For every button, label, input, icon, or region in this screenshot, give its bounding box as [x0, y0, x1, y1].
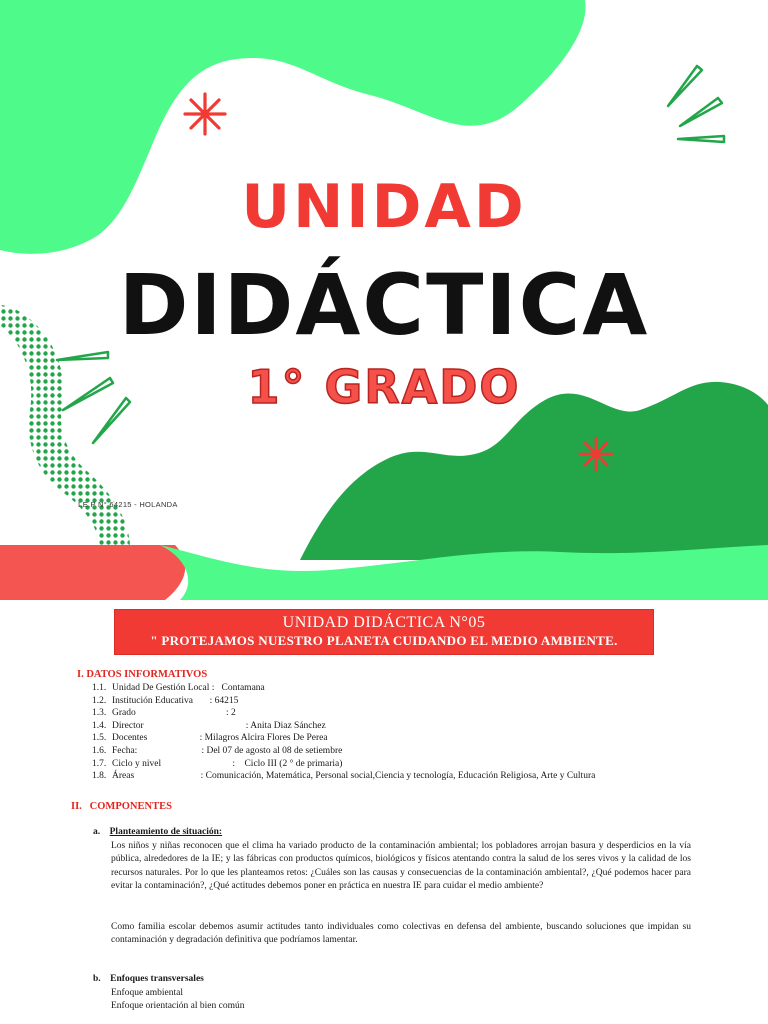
- info-text: Fecha: : Del 07 de agosto al 08 de setiembre: [112, 745, 343, 756]
- info-text: Ciclo y nivel : Ciclo III (2 ° de primaria): [112, 758, 343, 769]
- cover-title-unidad: UNIDAD: [241, 172, 527, 242]
- subheading-enfoques: [93, 974, 204, 984]
- info-num: 1.8.: [92, 771, 107, 782]
- info-row: [92, 732, 732, 745]
- sub-title: Planteamiento de situación:: [109, 827, 223, 837]
- school-tag: I.E.P N° 64215 - HOLANDA: [78, 500, 178, 509]
- sub-title: Enfoques transversales: [110, 974, 204, 984]
- enfoques-list: [111, 987, 244, 1013]
- info-row: [92, 770, 732, 783]
- info-text: Institución Educativa : 64215: [112, 695, 239, 706]
- info-num: 1.3.: [92, 708, 107, 719]
- cover-title-didactica: DIDÁCTICA: [118, 256, 650, 354]
- info-row: [92, 758, 732, 771]
- info-list: [92, 682, 732, 783]
- info-num: 1.2.: [92, 695, 107, 706]
- sub-letter: a.: [93, 827, 101, 837]
- cover-title-grado: 1° GRADO: [247, 360, 521, 414]
- info-text: Grado : 2: [112, 708, 236, 719]
- section-heading-datos: I. DATOS INFORMATIVOS: [77, 669, 208, 680]
- info-text: Director : Anita Diaz Sánchez: [112, 720, 326, 731]
- info-num: 1.1.: [92, 683, 107, 693]
- info-row: [92, 745, 732, 758]
- banner-title: UNIDAD DIDÁCTICA N°05: [282, 614, 486, 631]
- unit-banner: [114, 609, 654, 655]
- info-num: 1.7.: [92, 758, 107, 769]
- asterisk-icon: [185, 94, 225, 134]
- asterisk-icon: [580, 438, 612, 470]
- list-item: Enfoque ambiental: [111, 988, 184, 998]
- red-strip: [0, 545, 185, 600]
- info-num: 1.6.: [92, 745, 107, 756]
- banner-subtitle: " PROTEJAMOS NUESTRO PLANETA CUIDANDO EL MEDIO AMBIENTE.: [150, 633, 618, 648]
- info-row: [92, 682, 732, 695]
- subheading-planteamiento: [93, 827, 222, 837]
- info-text: Docentes : Milagros Alcira Flores De Perea: [112, 733, 328, 744]
- list-item: Enfoque orientación al bien común: [111, 1001, 245, 1011]
- info-row: [92, 720, 732, 733]
- info-row: [92, 695, 732, 708]
- info-num: 1.5.: [92, 733, 107, 744]
- info-text: Áreas : Comunicación, Matemática, Personal social,Ciencia y tecnología, Educación Religiosa, Arte y Cultura: [112, 771, 596, 782]
- situation-paragraph-1: Los niños y niñas reconocen que el clima ha variado producto de la contaminación ambiental; los pobladores arrojan basura y desperdicios en la vía pública, alrededores de la IE; y las fábricas con productos químicos, biológicos y físicos atentando contra la salud de los seres vivos y la calidad de los recursos naturales. Por lo que les planteamos retos: ¿Cuáles son las causas y consecuencias de la contaminación ambiental?, ¿Qué podemos hacer para evitar la contaminación?, ¿Qué actitudes debemos poner en práctica en nuestra IE para cuidar el medio ambiente?: [111, 841, 691, 892]
- section-heading-componentes: II. COMPONENTES: [71, 801, 172, 812]
- info-num: 1.4.: [92, 720, 107, 731]
- situation-paragraph-2: Como familia escolar debemos asumir actitudes tanto individuales como colectivas en defensa del ambiente, buscando soluciones que impidan su contaminación y degradación definitiva que podríamos lamentar.: [111, 922, 691, 946]
- accent-strokes-icon: [668, 66, 724, 142]
- info-text: Unidad De Gestión Local : Contamana: [112, 683, 265, 693]
- sub-letter: b.: [93, 974, 101, 984]
- info-row: [92, 707, 732, 720]
